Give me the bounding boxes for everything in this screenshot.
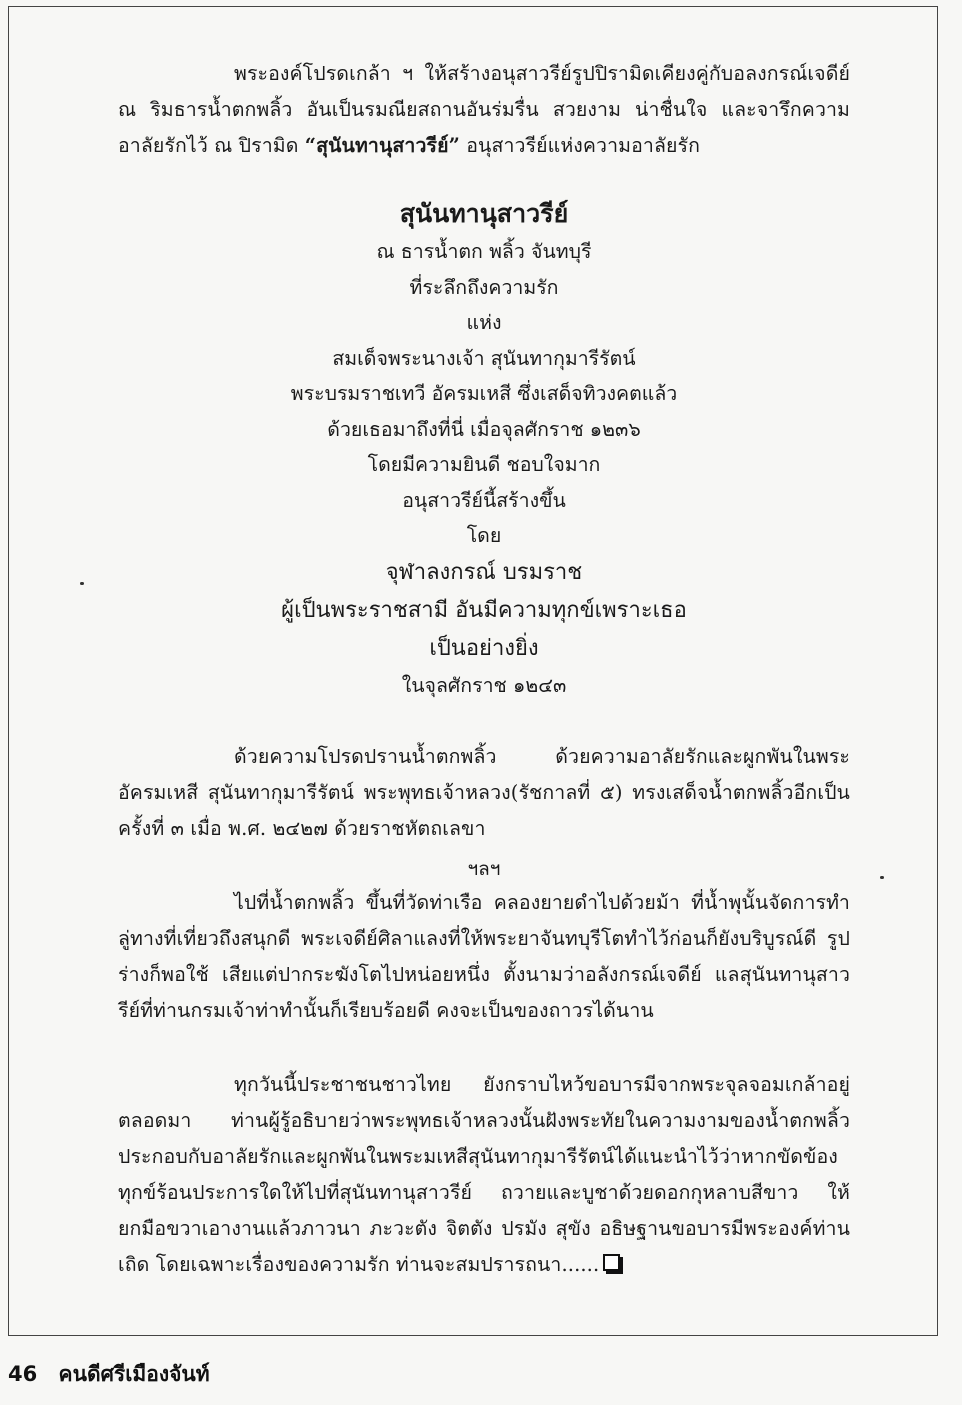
inscription-line: ณ ธารน้ำตก พลิ้ว จันทบุรี bbox=[376, 240, 592, 263]
paragraph-3: ไปที่น้ำตกพลิ้ว ขึ้นที่วัดท่าเรือ คลองยายดำไปด้วยม้า ที่น้ำพุนั้นจัดการทำลู่ทางที่เที่ยวถึงสนุกดี พระเจดีย์ศิลาแลงที่ให้พระยาจันทบุรีโตทำไว้ก่อนก็ยังบริบูรณ์ดี รูปร่างก็พอใช้ เสียแต่ปากระฆังโตไปหน่อยหนึ่ง ตั้งนามว่าอลังกรณ์เจดีย์ แลสุนันทานุสาวรีย์ที่ท่านกรมเจ้าท่าทำนั้นก็เรียบร้อยดี คงจะเป็นของถาวรได้นาน bbox=[118, 891, 850, 1022]
inscription bbox=[118, 194, 850, 703]
inscription-title: สุนันทานุสาวรีย์ bbox=[399, 199, 569, 228]
inscription-signer: จุฬาลงกรณ์ บรมราช bbox=[385, 559, 583, 585]
end-mark-icon bbox=[603, 1254, 620, 1271]
ellipsis-mark: ฯลฯ bbox=[467, 858, 501, 880]
paragraph-1 bbox=[118, 56, 850, 164]
page-number: 46 bbox=[8, 1362, 38, 1386]
inscription-line: ผู้เป็นพระราชสามี อันมีความทุกข์เพราะเธอ bbox=[281, 597, 687, 623]
paragraph-1-bold: “สุนันทานุสาวรีย์” bbox=[304, 134, 460, 157]
paragraph-4 bbox=[118, 1067, 850, 1283]
inscription-line: สมเด็จพระนางเจ้า สุนันทากุมารีรัตน์ bbox=[332, 346, 636, 370]
inscription-line: โดย bbox=[466, 524, 502, 547]
inscription-line: เป็นอย่างยิ่ง bbox=[429, 635, 539, 661]
inscription-line: ด้วยเธอมาถึงที่นี่ เมื่อจุลศักราช ๑๒๓๖ bbox=[327, 417, 641, 441]
paragraph-2: ด้วยความโปรดปรานน้ำตกพลิ้ว ด้วยความอาลัยรักและผูกพันในพระอัครมเหสี สุนันทากุมารีรัตน์ พระพุทธเจ้าหลวง(รัชกาลที่ ๕) ทรงเสด็จน้ำตกพลิ้วอีกเป็นครั้งที่ ๓ เมื่อ พ.ศ. ๒๔๒๗ ด้วยราชหัตถเลขา bbox=[118, 745, 850, 840]
paragraph-4-text: ทุกวันนี้ประชาชนชาวไทย ยังกราบไหว้ขอบารมีจากพระจุลจอมเกล้าอยู่ตลอดมา ท่านผู้รู้อธิบายว่าพระพุทธเจ้าหลวงนั้นฝังพระทัยในความงามของน้ำตกพลิ้ว ประกอบกับอาลัยรักและผูกพันในพระมเหสีสุนันทากุมารีรัตน์ได้แนะนำไว้ว่าหากขัดข้องทุกข์ร้อนประการใดให้ไปที่สุนันทานุสาวรีย์ ถวายและบูชาด้วยดอกกุหลาบสีขาว ให้ยกมือขวาเอางานแล้วภาวนา ภะวะตัง จิตตัง ปรมัง สุขัง อธิษฐานขอบารมีพระองค์ท่านเถิด โดยเฉพาะเรื่องของความรัก ท่านจะสมปรารถนา...... bbox=[118, 1073, 850, 1276]
scan-speck bbox=[880, 876, 884, 879]
inscription-date: ในจุลศักราช ๑๒๔๓ bbox=[401, 673, 567, 697]
inscription-line: แห่ง bbox=[466, 311, 502, 334]
inscription-line: พระบรมราชเทวี อัครมเหสี ซึ่งเสด็จทิวงคตแล้ว bbox=[290, 382, 678, 405]
article-body bbox=[118, 56, 850, 1283]
publication-title: คนดีศรีเมืองจันท์ bbox=[58, 1362, 210, 1386]
paragraph-1-tail: อนุสาวรีย์แห่งความอาลัยรัก bbox=[459, 134, 701, 157]
page-footer bbox=[8, 1358, 210, 1391]
paragraph-1-text: พระองค์โปรดเกล้า ฯ ให้สร้างอนุสาวรีย์รูปปิรามิดเคียงคู่กับอลงกรณ์เจดีย์ ณ ริมธารน้ำตกพลิ้ว อันเป็นรมณียสถานอันร่มรื่น สวยงาม น่าชื่นใจ และจารึกความอาลัยรักไว้ ณ ปิรามิด bbox=[118, 62, 850, 157]
scan-speck bbox=[80, 582, 84, 585]
inscription-line: อนุสาวรีย์นี้สร้างขึ้น bbox=[402, 488, 566, 512]
inscription-line: โดยมีความยินดี ชอบใจมาก bbox=[367, 453, 601, 476]
inscription-line: ที่ระลึกถึงความรัก bbox=[409, 275, 559, 299]
